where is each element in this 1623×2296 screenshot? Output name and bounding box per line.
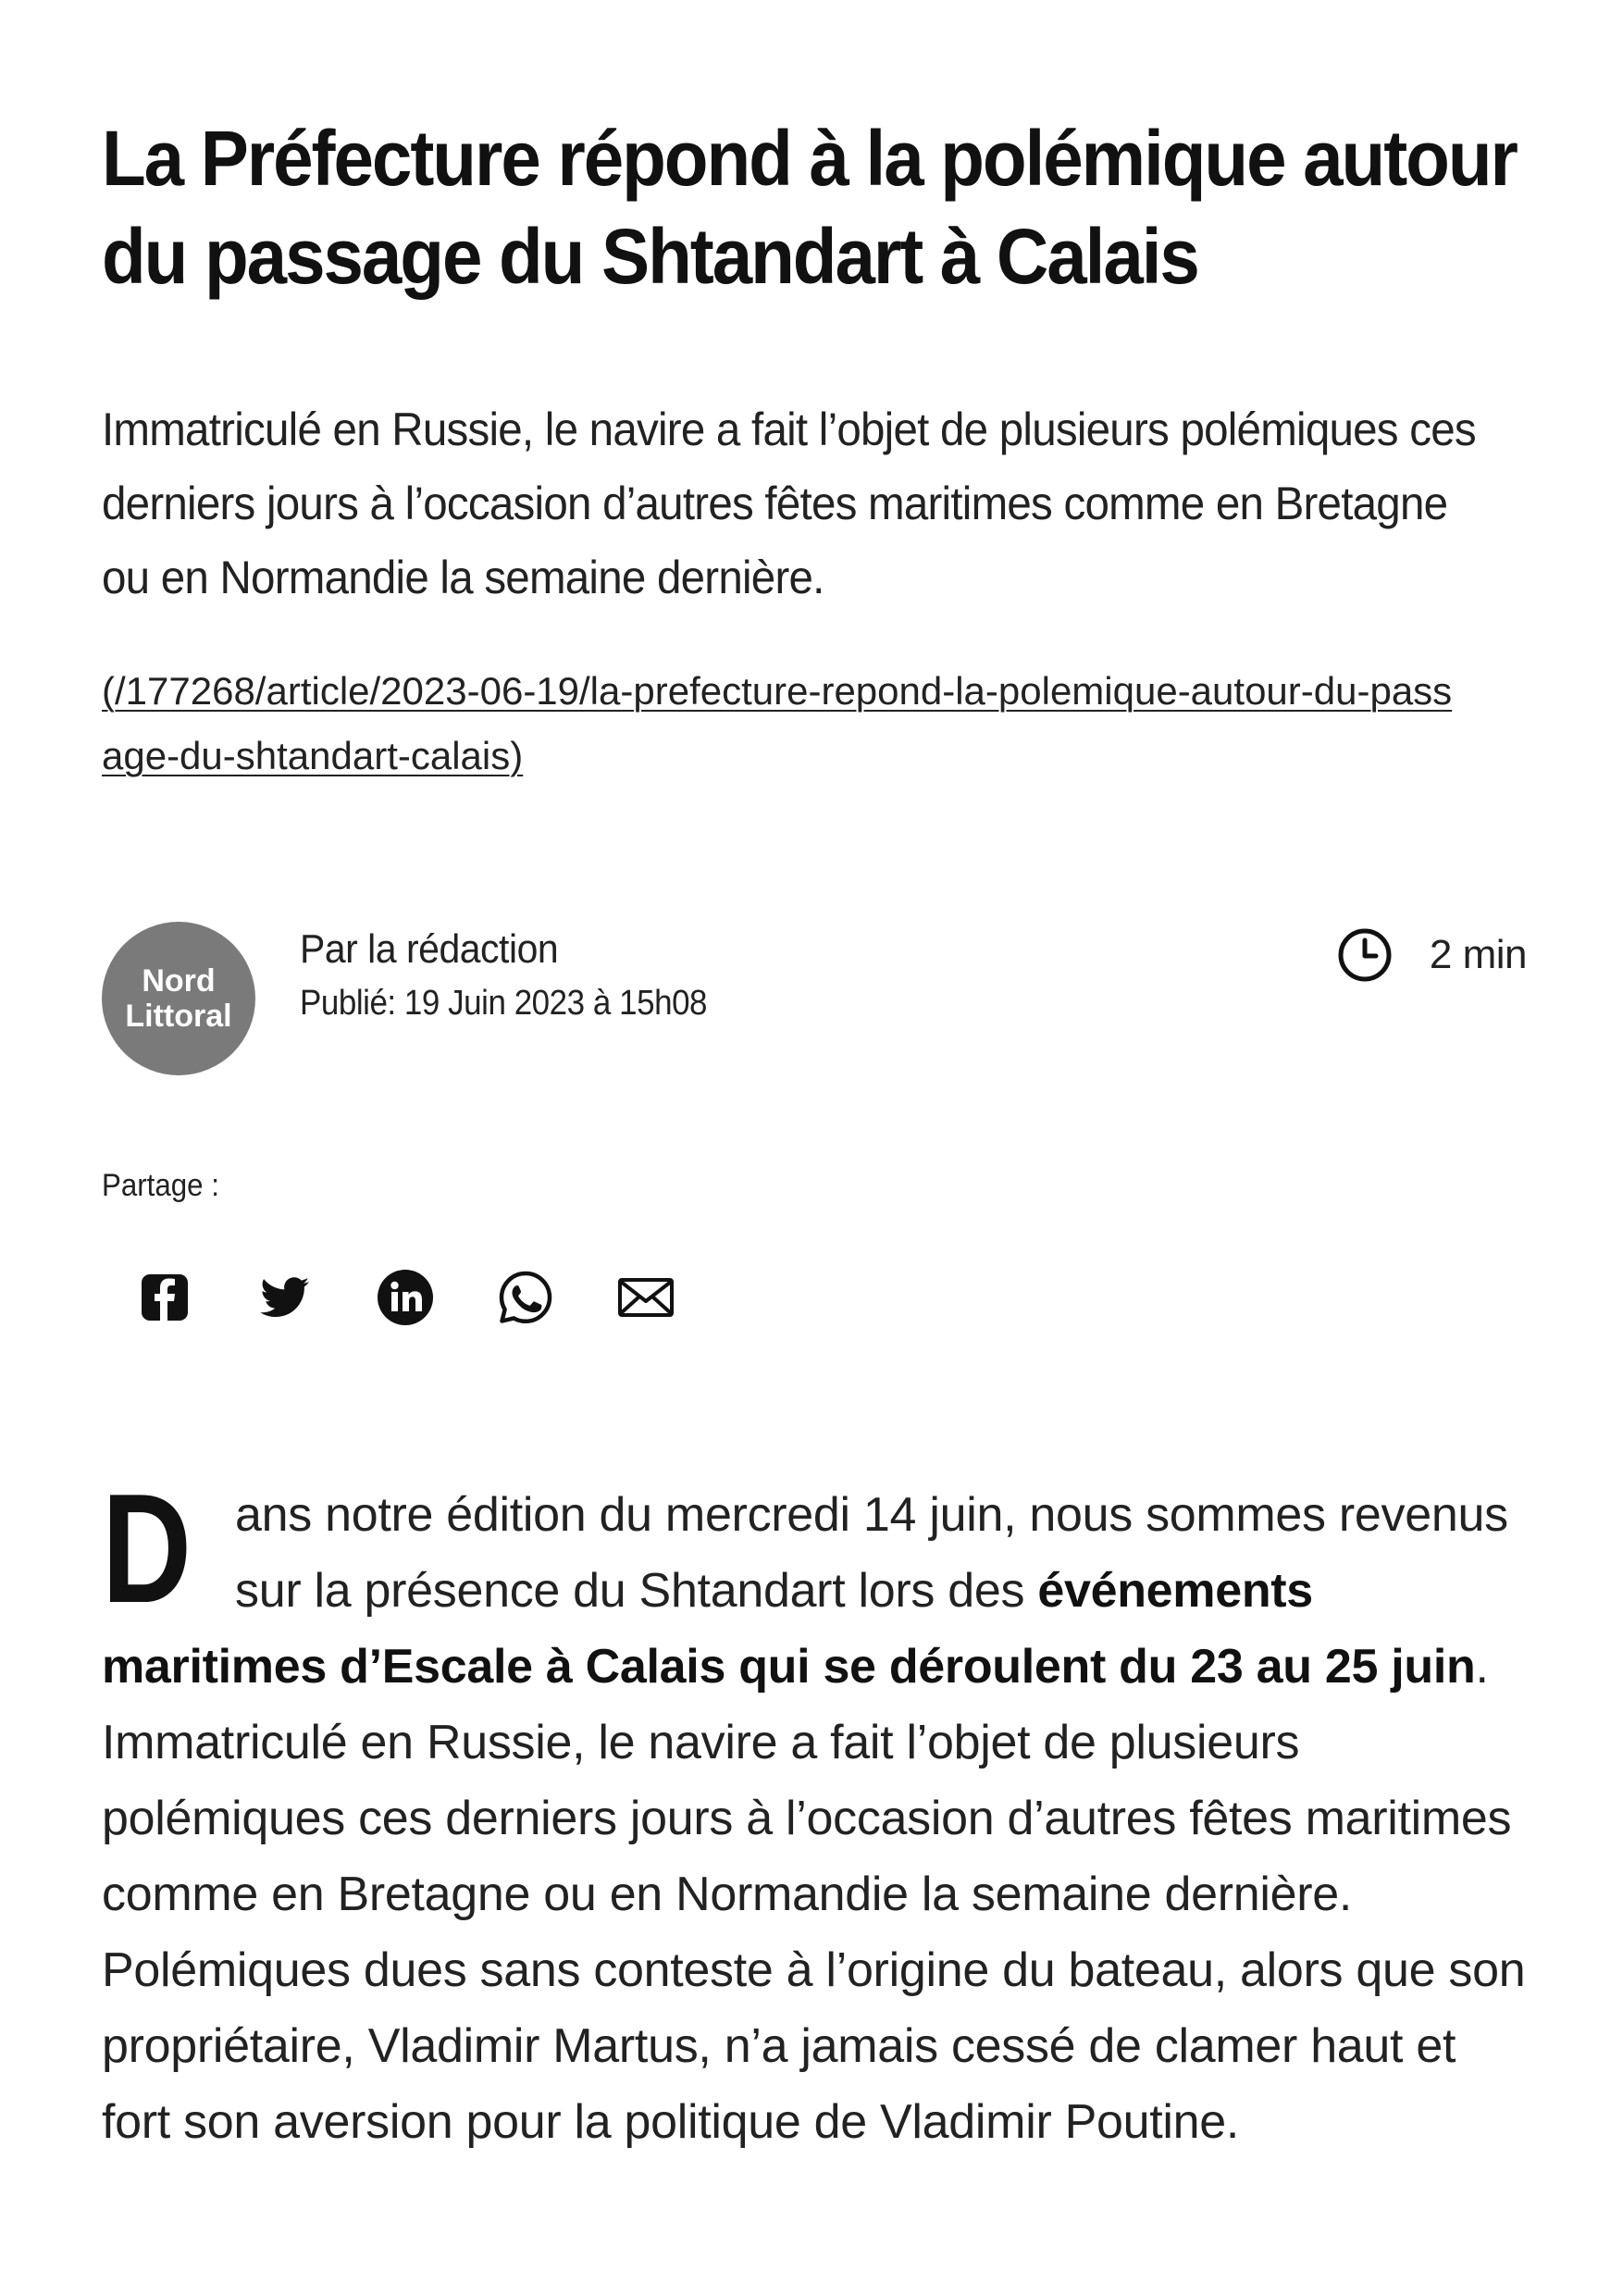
logo-line-2: Littoral (125, 999, 232, 1034)
body-text-bold: événements maritimes d’Escale à Calais qui se déroulent du 23 au 25 juin (102, 1564, 1476, 1694)
article-body (102, 1461, 1527, 2160)
share-label: Partage : (102, 1168, 219, 1203)
whatsapp-icon[interactable] (496, 1268, 555, 1327)
logo-line-1: Nord (142, 963, 216, 999)
author-name: Par la rédaction (300, 926, 559, 972)
article-title: La Préfecture répond à la polémique autour du passage du Shtandart à Calais (102, 115, 1517, 300)
byline (102, 922, 1527, 1079)
twitter-icon[interactable] (255, 1268, 315, 1327)
linkedin-icon[interactable] (376, 1268, 435, 1327)
share-bar (135, 1268, 675, 1327)
article-lede: Immatriculé en Russie, le navire a fait l’objet de plusieurs polémiques ces derniers jours à l’occasion d’autres fêtes maritimes comme en Bretagne ou en Normandie la semaine dernière. (102, 403, 1476, 603)
article-url-link[interactable]: (/177268/article/2023-06-19/la-prefecture-repond-la-polemique-autour-du-passage-du-shtandart-calais) (102, 669, 1453, 777)
publish-date: Publié: 19 Juin 2023 à 15h08 (300, 984, 708, 1023)
facebook-icon[interactable] (135, 1268, 194, 1327)
drop-cap: D (102, 1461, 192, 1635)
author-block (300, 922, 742, 1029)
read-time (1337, 927, 1527, 983)
email-icon[interactable] (616, 1268, 675, 1327)
publisher-logo (102, 922, 255, 1075)
read-time-label: 2 min (1429, 932, 1527, 977)
clock-icon (1337, 927, 1393, 983)
body-text-part-1: ans notre édition du mercredi 14 juin, nous sommes revenus sur la présence du Shtandart lors des (235, 1488, 1508, 1618)
body-text-part-2: . Immatriculé en Russie, le navire a fait l’objet de plusieurs polémiques ces derniers jours à l’occasion d’autres fêtes maritimes comme en Bretagne ou en Normandie la semaine dernière. Polémiques dues sans conteste à l’origine du bateau, alors que son propriétaire, Vladimir Martus, n’a jamais cessé de clamer haut et fort son aversion pour la politique de Vladimir Poutine. (102, 1640, 1526, 2149)
article-page (102, 109, 1527, 2149)
